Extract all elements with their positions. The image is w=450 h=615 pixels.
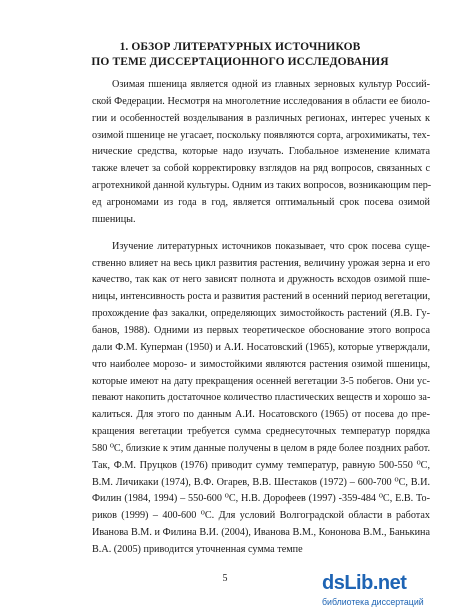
body-line: Иванова В.М. и Филина В.И. (2004), Иванова В.М., Кононова В.М., Банькина xyxy=(92,527,430,539)
body-line: агротехникой данной культуры. Одним из таких вопросов, возникающим пер- xyxy=(92,180,432,192)
body-line: Филин (1984, 1994) – 550-600 ⁰С, Н.В. Дорофеев (1997) -359-484 ⁰С, Е.В. То- xyxy=(92,493,430,505)
body-line: гии и особенностей возделывания в различных регионах, интерес ученых к xyxy=(92,112,430,124)
body-line: пшеницы. xyxy=(92,213,136,225)
watermark-caption: библиотека диссертаций xyxy=(322,597,424,607)
section-heading-line-2: ПО ТЕМЕ ДИССЕРТАЦИОННОГО ИССЛЕДОВАНИЯ xyxy=(91,56,389,68)
page-number: 5 xyxy=(222,573,228,584)
watermark xyxy=(318,570,448,614)
body-line: кращения вегетации требуется сумма среднесуточных температур порядка xyxy=(92,426,430,437)
body-line: Изучение литературных источников показывает, что срок посева суще- xyxy=(112,240,430,252)
body-line: В.М. Личикаки (1974), В.Ф. Огарев, В.В. Шестаков (1972) – 600-700 ⁰С, В.И. xyxy=(92,476,430,488)
body-line: риков (1999) – 400-600 ⁰С. Для условий Волгоградской области в работах xyxy=(92,510,430,522)
body-line: озимой пшенице не угасает, поскольку появляются сорта, агрохимикаты, тех- xyxy=(92,129,430,141)
body-line: В.А. (2005) приводится уточненная сумма темпе xyxy=(92,544,303,555)
body-line: нические средства, которые надо изучать. Глобальное изменение климата xyxy=(92,146,430,158)
body-line: Озимая пшеница является одной из главных зерновых культур Россий- xyxy=(112,79,430,90)
body-line: которые имеют на дату прекращения осенней вегетации 3-5 побегов. Они ус- xyxy=(92,375,430,387)
body-line: дали Ф.М. Куперман (1950) и А.И. Носатовский (1965), которые утверждали, xyxy=(92,341,430,353)
body-line: ской Федерации. Несмотря на многолетние исследования в области ее биоло- xyxy=(92,95,430,107)
body-line: Так, Ф.М. Пруцков (1976) приводит сумму температур, равную 500-550 ⁰С, xyxy=(92,459,430,471)
body-line: ницы, интенсивность роста и развития растений в осенний период вегетации, xyxy=(92,291,431,303)
body-line: певают накопить достаточное количество пластических веществ и хорошо за- xyxy=(92,392,431,404)
body-line: банов, 1988). Одними из первых теоретическое обоснование этого вопроса xyxy=(92,324,430,336)
body-line: качество, так как от него зависят полнота и дружность всходов озимой пше- xyxy=(92,274,430,286)
body-line: 580 ⁰С, близкие к этим данные получены в целом в ряде более поздних работ. xyxy=(92,442,430,454)
section-heading-line-1: 1. ОБЗОР ЛИТЕРАТУРНЫХ ИСТОЧНИКОВ xyxy=(119,41,361,53)
body-line: калиться. Для этого по данным А.И. Носатовского (1965) от посева до пре- xyxy=(92,409,430,421)
body-line: прохождение фаз закалки, определяющих зимостойкость растений (Я.В. Гу- xyxy=(92,308,430,320)
body-line: также влечет за собой корректировку взглядов на ряд вопросов, связанных с xyxy=(92,163,430,175)
body-line: что наиболее морозо- и зимостойкими являются растения озимой пшеницы, xyxy=(92,358,430,370)
watermark-logo: dsLib.net xyxy=(322,572,407,594)
body-line: ственно влияет на весь цикл развития растения, величину урожая зерна и его xyxy=(92,257,430,269)
body-line: ед агрономами из года в год, является оптимальный срок посева озимой xyxy=(92,197,430,208)
